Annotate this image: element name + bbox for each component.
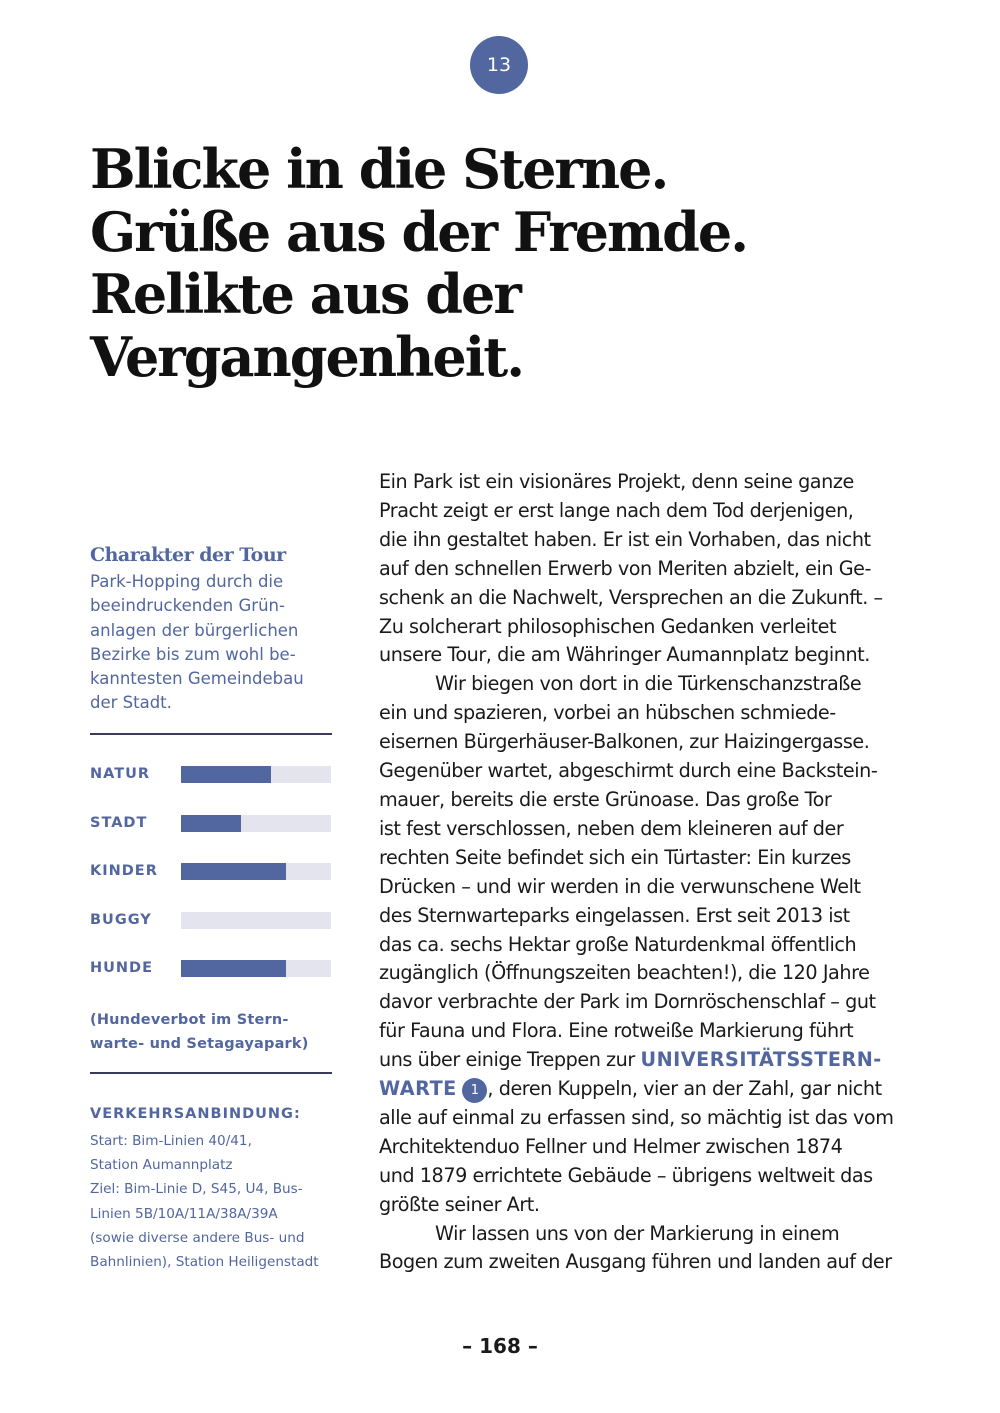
body-line-suffix: , deren Kuppeln, vier an der Zahl, gar nicht xyxy=(487,1077,882,1101)
rating-bar-track xyxy=(181,912,331,929)
transport-text: Start: Bim-Linien 40/41, Station Aumannplatz Ziel: Bim-Linie D, S45, U4, Bus- Linien 5B/10A/11A/38A/39A (sowie diverse andere Bus- und Bahnlinien), Station Heiligenstadt xyxy=(90,1133,319,1271)
transport-heading: VERKEHRSANBINDUNG: xyxy=(90,1106,301,1122)
rating-bar-track xyxy=(181,960,331,977)
body-line: für Fauna und Flora. Eine rotweiße Markierung führt xyxy=(379,1019,854,1043)
body-line: Wir biegen von dort in die Türkenschanzstraße xyxy=(435,672,862,696)
rating-bar-track xyxy=(181,766,331,783)
rating-label: STADT xyxy=(90,815,148,831)
body-line: Ein Park ist ein visionäres Projekt, denn seine ganze xyxy=(379,470,854,493)
rating-label: BUGGY xyxy=(90,912,152,928)
body-line: unsere Tour, die am Währinger Aumannplatz beginnt. xyxy=(379,643,870,667)
body-line: größte seiner Art. xyxy=(379,1192,540,1216)
body-line xyxy=(379,1075,919,1104)
rating-natur xyxy=(90,765,332,785)
character-heading: Charakter der Tour xyxy=(90,544,286,566)
body-line: mauer, bereits die erste Grünoase. Das große Tor xyxy=(379,787,832,811)
rating-label: HUNDE xyxy=(90,960,153,976)
rating-kinder xyxy=(90,862,332,882)
rating-bar-fill xyxy=(181,766,271,783)
body-line: Drücken – und wir werden in die verwunschene Welt xyxy=(379,874,861,898)
tour-sidebar xyxy=(90,540,332,1271)
rating-hunde xyxy=(90,959,332,979)
body-line: zugänglich (Öffnungszeiten beachten!), die 120 Jahre xyxy=(379,961,870,985)
title-line: Grüße aus der Fremde. xyxy=(90,199,748,264)
rating-label: NATUR xyxy=(90,766,151,782)
body-line: das ca. sechs Hektar große Naturdenkmal öffentlich xyxy=(379,932,857,956)
body-line xyxy=(379,1046,919,1075)
place-name-highlight: WARTE xyxy=(379,1077,457,1101)
chapter-number-badge xyxy=(470,36,528,94)
body-line: davor verbrachte der Park im Dornröschenschlaf – gut xyxy=(379,990,876,1014)
body-line: schenk an die Nachwelt, Versprechen an die Zukunft. – xyxy=(379,585,883,609)
character-text: Park-Hopping durch die beeindruckenden Grün- anlagen der bürgerlichen Bezirke bis zum wohl be- kanntesten Gemeindebau der Stadt. xyxy=(90,572,304,713)
dog-ban-note: (Hundeverbot im Stern- warte- und Setagayapark) xyxy=(90,1012,309,1052)
body-line: auf den schnellen Erwerb von Meriten abzielt, ein Ge- xyxy=(379,556,871,580)
body-line: des Sternwarteparks eingelassen. Erst seit 2013 ist xyxy=(379,903,850,927)
rating-buggy xyxy=(90,911,332,931)
rating-bar-track xyxy=(181,815,331,832)
rating-bar-fill xyxy=(181,863,286,880)
body-line: Zu solcherart philosophischen Gedanken verleitet xyxy=(379,614,837,638)
body-line: ist fest verschlossen, neben dem kleineren auf der xyxy=(379,816,844,840)
body-line: Bogen zum zweiten Ausgang führen und landen auf der xyxy=(379,1250,892,1274)
body-line: Architektenduo Fellner und Helmer zwischen 1874 xyxy=(379,1134,843,1158)
divider xyxy=(90,1072,332,1074)
title-line: Blicke in die Sterne. xyxy=(90,137,668,201)
page-number: – 168 – xyxy=(462,1334,538,1358)
title-line: Vergangenheit. xyxy=(90,324,524,389)
body-line: Pracht zeigt er erst lange nach dem Tod derjenigen, xyxy=(379,498,854,522)
body-line: alle auf einmal zu erfassen sind, so mächtig ist das vom xyxy=(379,1105,894,1129)
body-line: eisernen Bürgerhäuser-Balkonen, zur Haizingergasse. xyxy=(379,730,870,754)
chapter-number: 13 xyxy=(486,54,512,76)
rating-stadt xyxy=(90,814,332,834)
body-line: Gegenüber wartet, abgeschirmt durch eine Backstein- xyxy=(379,759,878,783)
body-line: ein und spazieren, vorbei an hübschen schmiede- xyxy=(379,701,836,725)
body-line: Wir lassen uns von der Markierung in einem xyxy=(435,1221,840,1245)
body-line: die ihn gestaltet haben. Er ist ein Vorhaben, das nicht xyxy=(379,527,871,551)
body-line: und 1879 errichtete Gebäude – übrigens weltweit das xyxy=(379,1163,873,1187)
rating-bar-track xyxy=(181,863,331,880)
map-marker-number: 1 xyxy=(462,1078,487,1103)
rating-bar-fill xyxy=(181,960,286,977)
page-title xyxy=(90,138,950,388)
rating-label: KINDER xyxy=(90,863,158,879)
rating-bar-fill xyxy=(181,815,241,832)
body-line-prefix: uns über einige Treppen zur xyxy=(379,1048,641,1072)
place-name-highlight: UNIVERSITÄTSSTERN- xyxy=(640,1048,882,1072)
body-line: rechten Seite befindet sich ein Türtaster: Ein kurzes xyxy=(379,845,851,869)
divider xyxy=(90,733,332,735)
title-line: Relikte aus der xyxy=(90,262,520,326)
body-text xyxy=(379,468,919,1277)
